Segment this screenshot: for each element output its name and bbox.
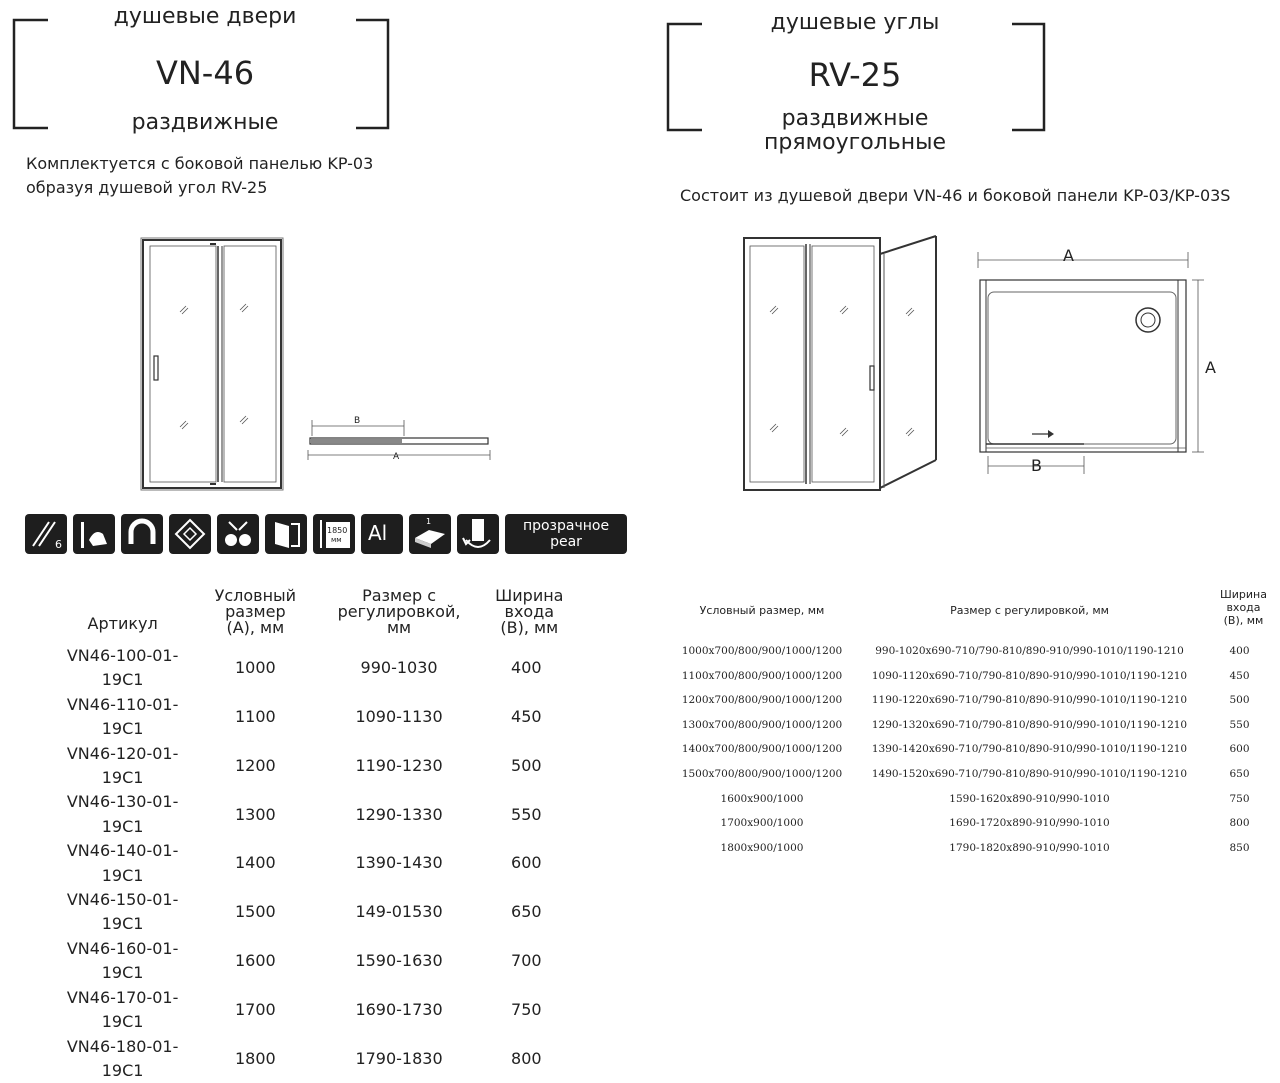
table-row: VN46-180-01-19C1 1800 1790-1830 800	[54, 1035, 574, 1083]
reversible-install-icon	[457, 514, 499, 554]
table-row: VN46-120-01-19C1 1200 1190-1230 500	[54, 742, 574, 791]
col-entry-width: Ширина входа (B), мм	[479, 588, 574, 644]
tray-icon: 1	[409, 514, 451, 554]
rv25-spec-table	[672, 588, 1272, 860]
vn46-spec-table	[54, 588, 574, 1083]
dim-a-label: A	[393, 452, 399, 462]
left-model-title: VN-46	[60, 54, 350, 92]
table-row: 1000x700/800/900/1000/1200 990-1020x690-710/790-810/890-910/990-1010/1190-1210 400	[672, 639, 1272, 664]
table-row: 1100x700/800/900/1000/1200 1090-1120x690-710/790-810/890-910/990-1010/1190-1210 450	[672, 664, 1272, 689]
table-row: VN46-140-01-19C1 1400 1390-1430 600	[54, 839, 574, 888]
magnet-seal-icon	[121, 514, 163, 554]
table-row: 1600x900/1000 1590-1620x890-910/990-1010 750	[672, 787, 1272, 812]
table-row: 1300x700/800/900/1000/1200 1290-1320x690-710/790-810/890-910/990-1010/1190-1210 550	[672, 713, 1272, 738]
plan-dim-a-top: A	[1063, 246, 1074, 265]
height-icon: 1850 мм	[313, 514, 355, 554]
right-category: душевые углы	[710, 10, 1000, 35]
sliding-door-drawing	[140, 232, 286, 494]
glass-thickness-icon: 6	[25, 514, 67, 554]
easy-clean-icon	[73, 514, 115, 554]
col-adjust-size: Размер с регулировкой, мм	[319, 588, 478, 644]
table-row: 1500x700/800/900/1000/1200 1490-1520x690-710/790-810/890-910/990-1010/1190-1210 650	[672, 762, 1272, 787]
left-note-line1: Комплектуется с боковой панелью KP-03	[26, 152, 373, 176]
col-nominal-size: Условный размер, мм	[672, 588, 852, 639]
col-adjust-size: Размер с регулировкой, мм	[852, 588, 1207, 639]
rollers-icon	[217, 514, 259, 554]
table-row: 1800x900/1000 1790-1820x890-910/990-1010 850	[672, 836, 1272, 861]
table-row: VN46-110-01-19C1 1100 1090-1130 450	[54, 693, 574, 742]
right-note: Состоит из душевой двери VN-46 и боковой панели KP-03/KP-03S	[680, 184, 1230, 208]
shower-corner-drawing	[740, 230, 944, 496]
left-note-line2: образуя душевой угол RV-25	[26, 176, 267, 200]
col-article: Артикул	[54, 588, 191, 644]
table-row: VN46-170-01-19C1 1700 1690-1730 750	[54, 986, 574, 1035]
plan-dim-b: B	[1031, 456, 1042, 475]
table-row: VN46-100-01-19C1 1000 990-1030 400	[54, 644, 574, 693]
col-nominal-size: Условный размер (A), мм	[191, 588, 319, 644]
col-entry-width: Ширина входа (B), мм	[1207, 588, 1272, 639]
dim-b-label: B	[354, 416, 360, 426]
plan-dim-a-side: A	[1205, 358, 1216, 377]
table-row: VN46-160-01-19C1 1600 1590-1630 700	[54, 937, 574, 986]
table-row: VN46-130-01-19C1 1300 1290-1330 550	[54, 790, 574, 839]
left-type: раздвижные	[60, 110, 350, 135]
table-row: VN46-150-01-19C1 1500 149-01530 650	[54, 888, 574, 937]
right-model-title: RV-25	[710, 56, 1000, 94]
shower-corner-plan	[972, 250, 1222, 480]
feature-icons	[25, 514, 627, 554]
aluminium-profile-icon: Al	[361, 514, 403, 554]
tempered-glass-icon	[169, 514, 211, 554]
left-category: душевые двери	[60, 4, 350, 29]
right-type-line1: раздвижные	[710, 106, 1000, 131]
table-row: 1400x700/800/900/1000/1200 1390-1420x690-710/790-810/890-910/990-1010/1190-1210 600	[672, 737, 1272, 762]
door-panel-icon	[265, 514, 307, 554]
table-row: 1700x900/1000 1690-1720x890-910/990-1010 800	[672, 811, 1272, 836]
right-type-line2: прямоугольные	[710, 130, 1000, 155]
table-row: 1200x700/800/900/1000/1200 1190-1220x690-710/790-810/890-910/990-1010/1190-1210 500	[672, 688, 1272, 713]
glass-type-badge: прозрачное pear	[505, 514, 627, 554]
